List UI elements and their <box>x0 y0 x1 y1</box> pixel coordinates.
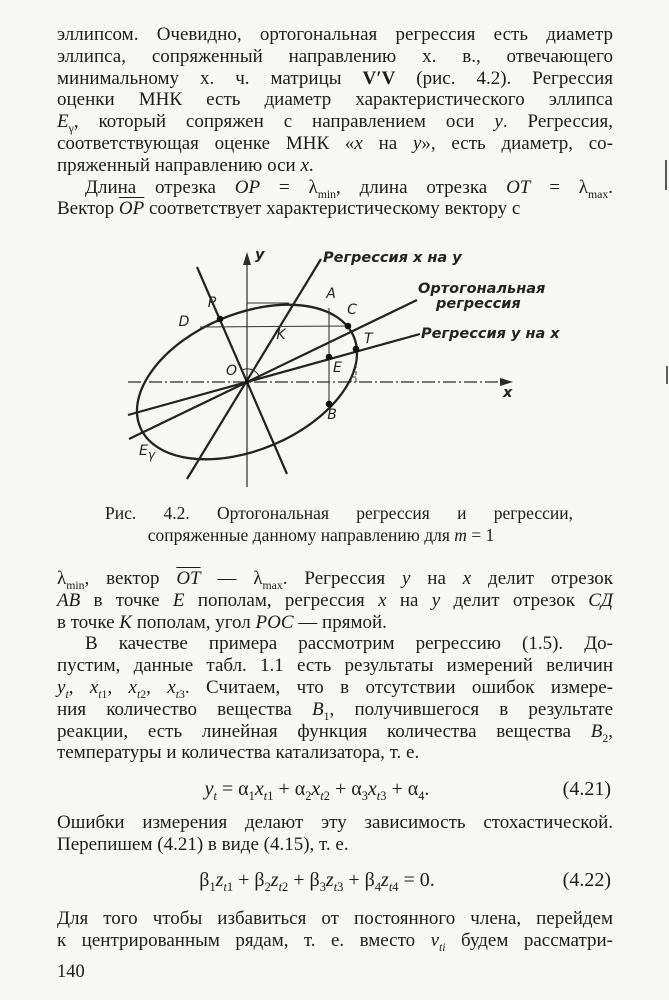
text-line: $y_t$, $x_{t1}$, $x_{t2}$, $x_{t3}$. Считаем, что в отсутствии ошибок измере- <box>57 676 614 701</box>
text-block-after-eq1 <box>57 812 613 856</box>
text-line: пустим, данные табл. 1.1 есть результаты измерений величин <box>57 655 613 677</box>
label-B: B <box>327 407 337 423</box>
text-block-bottom <box>57 908 613 952</box>
label-D: D <box>178 314 190 330</box>
page-number: 140 <box>57 962 85 982</box>
text-line: оценки МНК есть диаметр характеристического эллипса <box>57 89 613 111</box>
equation-formula: $y_t = \alpha_1x_{t1} + \alpha_2x_{t2} + \alpha_3x_{t3} + \alpha_4$. <box>204 778 430 803</box>
text-line: к центрированным рядам, т. е. вместо $v_{ti}$ будем рассматри- <box>57 929 613 954</box>
text-line: AB в точке E пополам, регрессия x на y делит отрезок СД <box>57 589 613 611</box>
text-line: Ошибки измерения делают эту зависимость стохастической. <box>57 812 613 833</box>
label-C: C <box>347 302 357 318</box>
text-line: в точке K пополам, угол POC — прямой. <box>57 611 387 633</box>
point-C <box>345 323 352 330</box>
text-line: $\lambda_{min}$, вектор $\overline{OT}$ — $\lambda_{max}$. Регрессия y на x делит отрезок <box>57 568 613 592</box>
label-T: T <box>364 331 373 347</box>
label-P: P <box>207 295 217 311</box>
equation-tag: (4.22) <box>562 869 611 891</box>
text-block-top <box>57 24 613 220</box>
equation-4-21 <box>57 778 613 808</box>
text-line: эллипсом. Очевидно, ортогональная регрессия есть диаметр <box>57 24 613 45</box>
label-E: E <box>333 360 342 376</box>
scan-artifact <box>666 366 668 384</box>
text-line: В качестве примера рассмотрим регрессию (1.5). До- <box>85 633 613 655</box>
label-A: A <box>326 286 336 302</box>
equation-tag: (4.21) <box>562 778 611 800</box>
line-orthogonal-regression <box>129 300 417 439</box>
label-ellipse-E-gamma: Eγ <box>139 443 155 462</box>
text-line: Для того чтобы избавиться от постоянного члена, перейдем <box>57 908 613 929</box>
point-P <box>217 316 224 323</box>
y-axis-arrow-icon <box>243 252 251 265</box>
label-orthogonal-regression-1: Ортогональная <box>418 281 546 297</box>
text-line: Длина отрезка OP = $\lambda_{min}$, длина отрезка OT = $\lambda_{max}$. <box>85 176 613 201</box>
label-regression-x-on-y: Регрессия x на y <box>323 250 462 266</box>
label-O: O <box>225 363 237 379</box>
point-T <box>353 346 360 353</box>
label-K: K <box>276 327 286 343</box>
text-line: эллипса, сопряженный направлению х. в., отвечающего <box>57 45 613 67</box>
text-line: пряженный направлению оси x. <box>57 154 314 176</box>
figure-caption <box>105 502 573 546</box>
text-line: реакции, есть линейная функция количества вещества $B_2$, <box>57 720 613 745</box>
text-line: соответствующая оценке МНК «x на y», есть диаметр, со- <box>57 132 613 154</box>
text-line: $E_\gamma$, который сопряжен с направлением оси y. Регрессия, <box>57 111 613 135</box>
equation-4-22 <box>57 869 613 899</box>
text-line: Перепишем (4.21) в виде (4.15), т. е. <box>57 833 349 855</box>
x-axis-label: x <box>503 385 513 401</box>
caption-line: Рис. 4.2. Ортогональная регрессия и регрессии, <box>105 503 573 523</box>
text-line: Вектор $\overline{OP}$ соответствует характеристическому вектору с <box>57 198 521 220</box>
caption-line: сопряженные данному направлению для m = 1 <box>147 525 495 545</box>
point-E <box>326 354 333 361</box>
text-block-middle <box>57 568 613 764</box>
y-axis-label: y <box>255 247 265 263</box>
text-line: температуры и количества катализатора, т. е. <box>57 742 420 764</box>
line-regression-y-on-x <box>128 334 420 415</box>
scan-artifact <box>665 160 667 190</box>
equation-formula: $\beta_1z_{t1} + \beta_2z_{t2} + \beta_3z_{t3} + \beta_4z_{t4} = 0$. <box>199 869 435 894</box>
figure-4-2 <box>55 246 615 492</box>
text-line: ния количество вещества $B_1$, получившегося в результате <box>57 698 614 723</box>
point-O <box>245 380 249 384</box>
text-line: минимальному х. ч. матрицы V′V (рис. 4.2). Регрессия <box>57 67 613 89</box>
label-regression-y-on-x: Регрессия y на x <box>421 326 560 342</box>
label-orthogonal-regression-2: регрессия <box>436 296 521 312</box>
